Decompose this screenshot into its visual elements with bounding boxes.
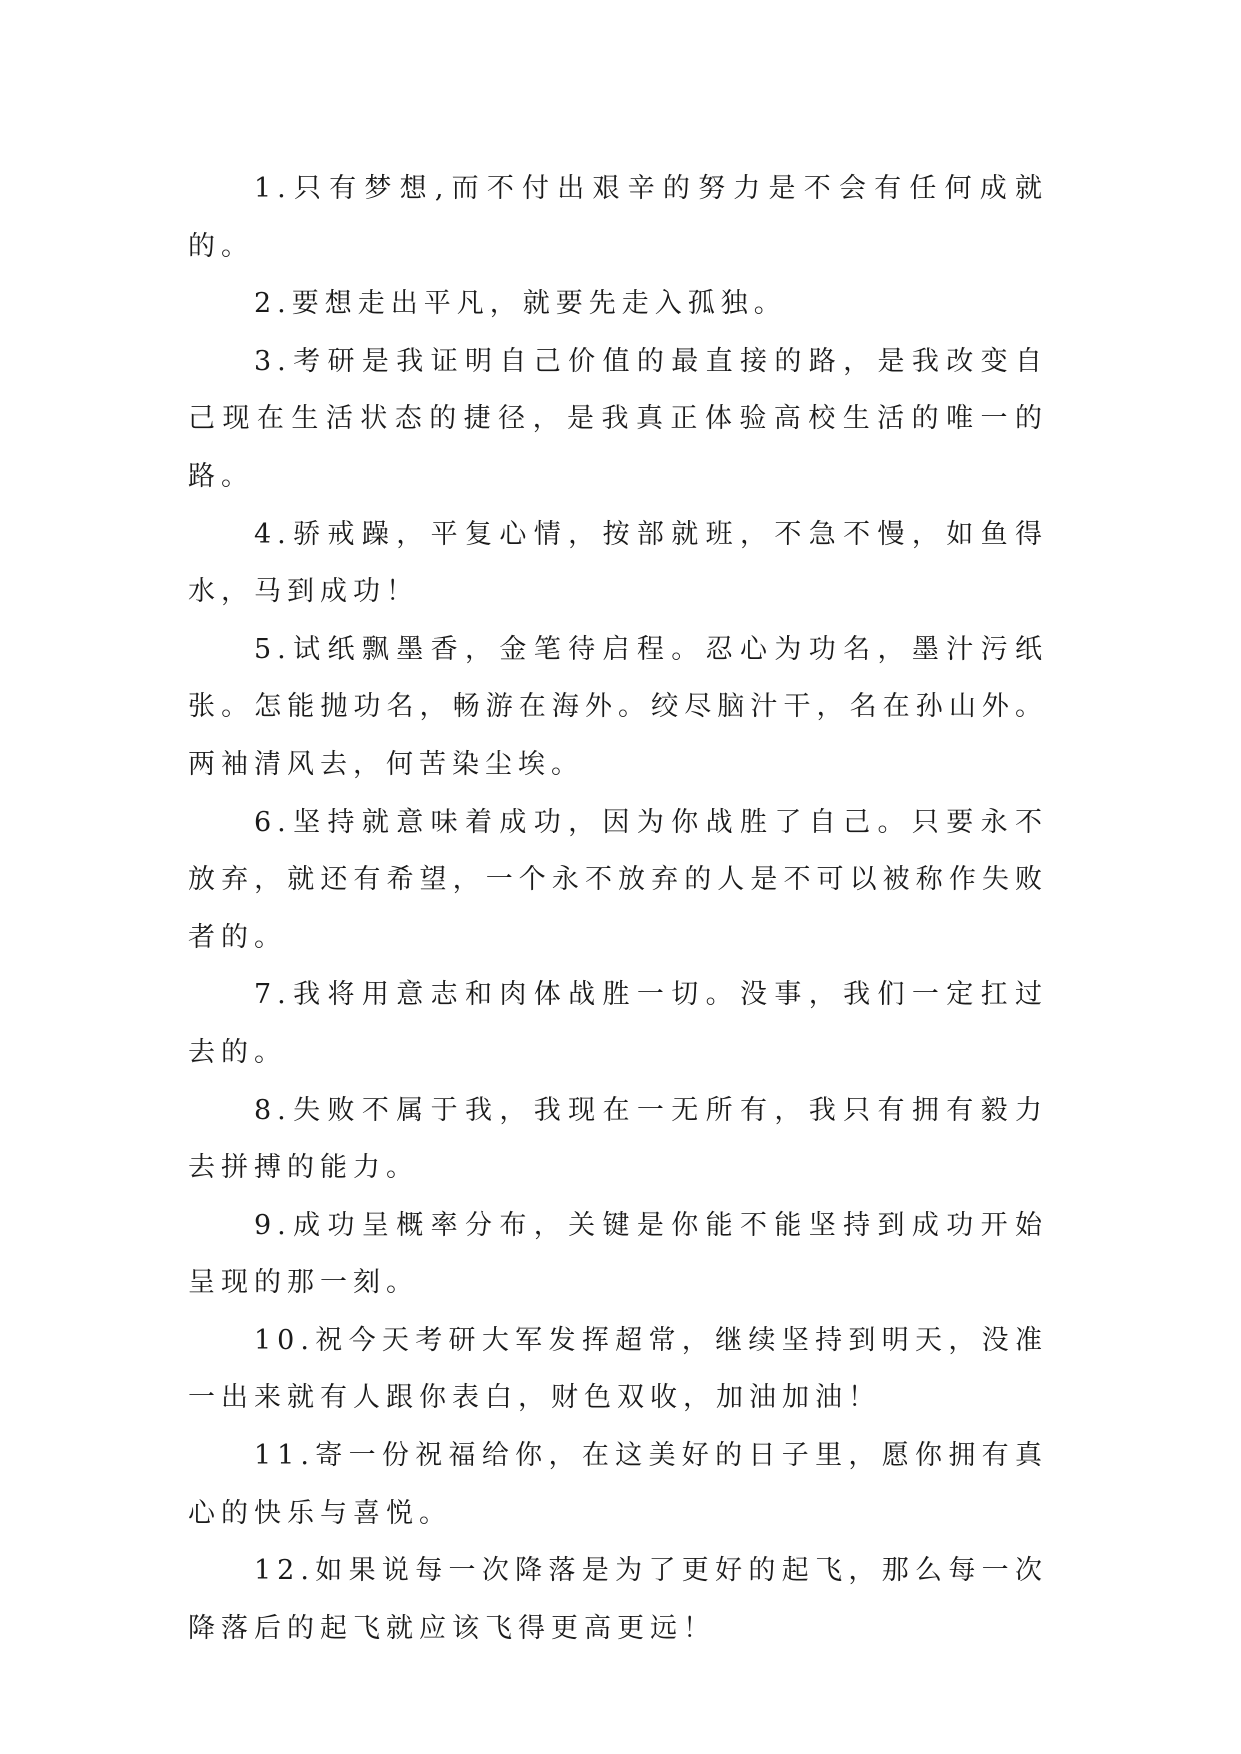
paragraph-4: 4.骄戒躁，平复心情，按部就班，不急不慢，如鱼得水，马到成功！ (188, 518, 1048, 608)
paragraph-9: 9.成功呈概率分布，关键是你能不能坚持到成功开始呈现的那一刻。 (188, 1209, 1048, 1299)
paragraph-1: 1.只有梦想,而不付出艰辛的努力是不会有任何成就的。 (188, 173, 1048, 262)
paragraph-12: 12.如果说每一次降落是为了更好的起飞，那么每一次降落后的起飞就应该飞得更高更远！ (188, 1555, 1048, 1644)
paragraph-2: 2.要想走出平凡，就要先走入孤独。 (254, 288, 787, 320)
paragraph-6: 6.坚持就意味着成功，因为你战胜了自己。只要永不放弃，就还有希望，一个永不放弃的人是不可以被称作失败者的。 (188, 806, 1048, 953)
paragraph-3: 3.考研是我证明自己价值的最直接的路，是我改变自己现在生活状态的捷径，是我真正体验高校生活的唯一的路。 (188, 345, 1048, 492)
paragraph-7: 7.我将用意志和肉体战胜一切。没事，我们一定扛过去的。 (188, 979, 1048, 1068)
document-body (188, 160, 1048, 1657)
paragraph-11: 11.寄一份祝福给你，在这美好的日子里，愿你拥有真心的快乐与喜悦。 (188, 1440, 1048, 1529)
paragraph-10: 10.祝今天考研大军发挥超常，继续坚持到明天，没准一出来就有人跟你表白，财色双收，加油加油！ (188, 1324, 1048, 1414)
paragraph-5: 5.试纸飘墨香，金笔待启程。忍心为功名，墨汁污纸张。怎能抛功名，畅游在海外。绞尽脑汁干，名在孙山外。两袖清风去，何苦染尘埃。 (188, 633, 1048, 780)
paragraph-8: 8.失败不属于我，我现在一无所有，我只有拥有毅力去拼搏的能力。 (188, 1094, 1048, 1184)
